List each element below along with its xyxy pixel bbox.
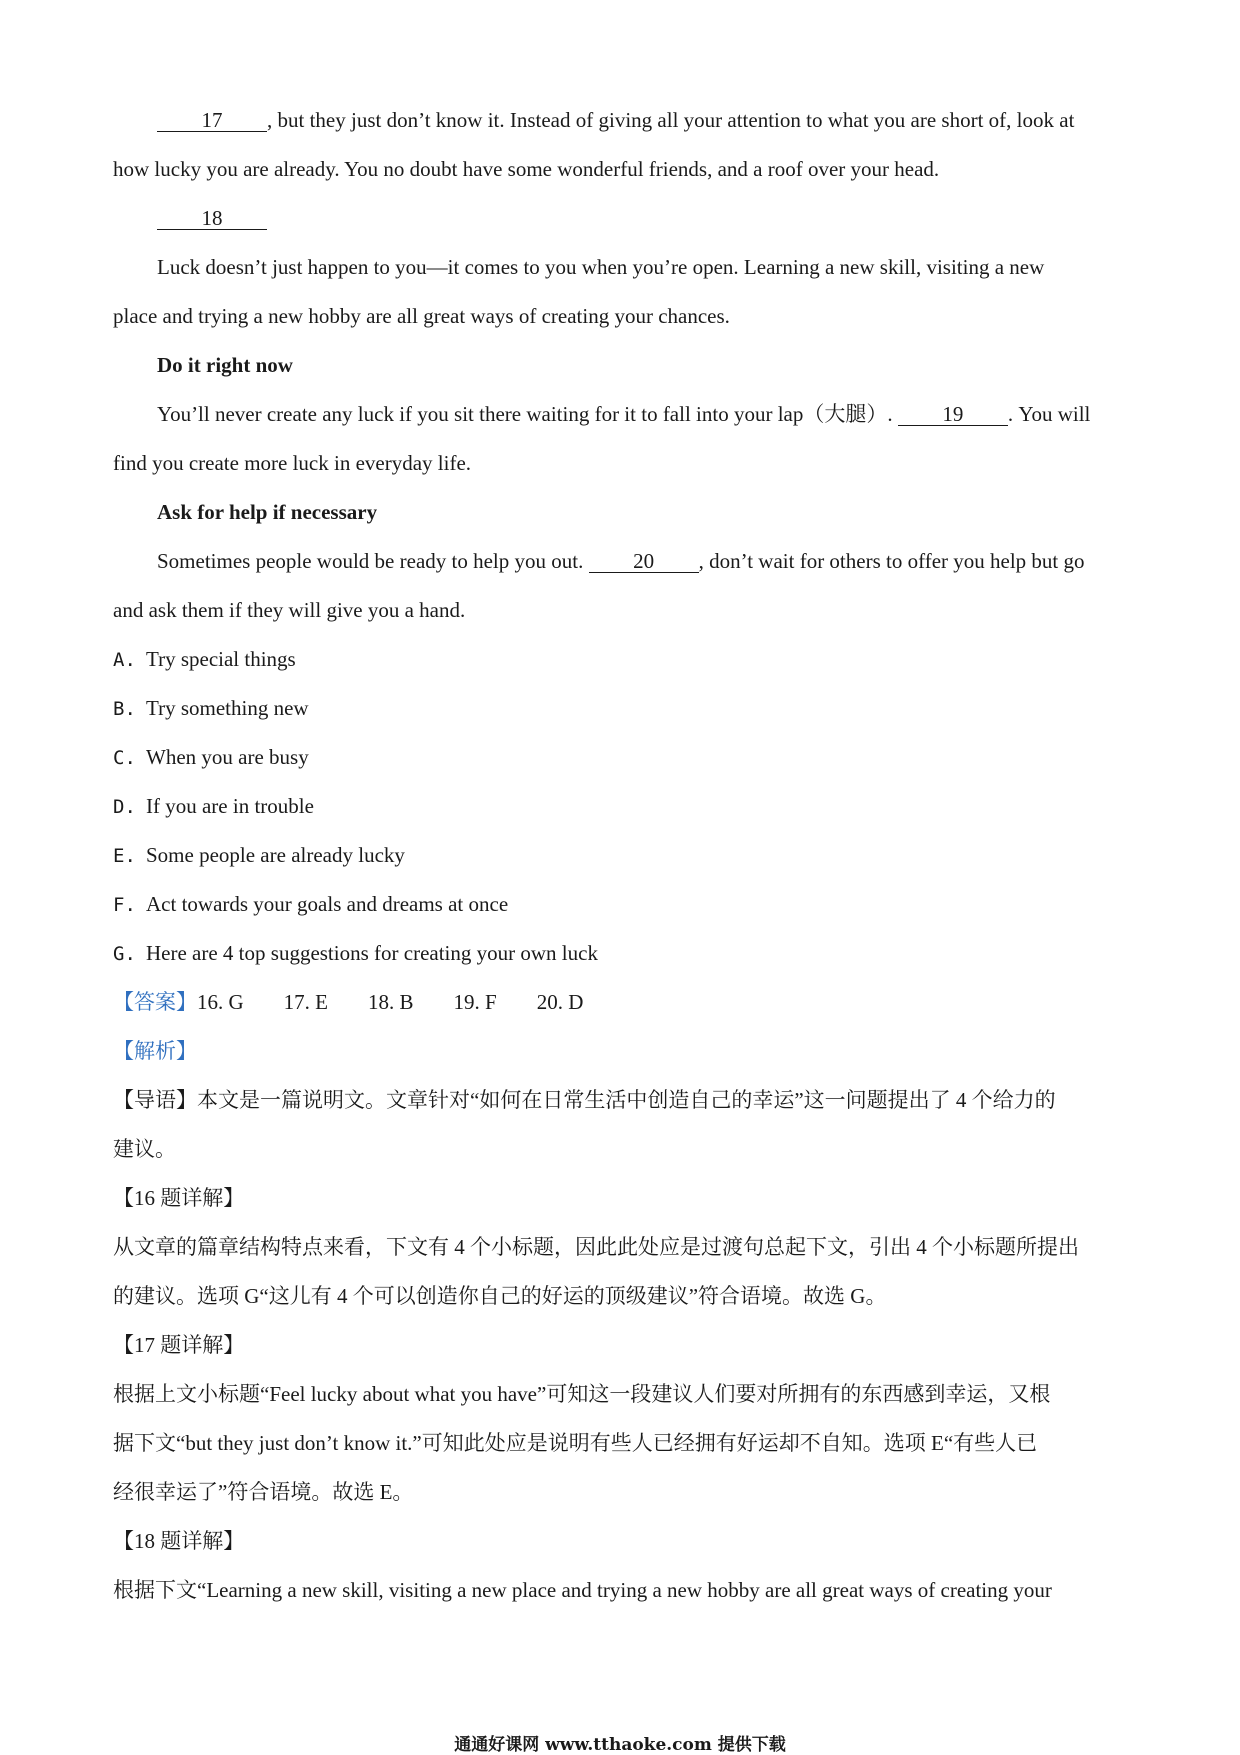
paragraph-text: Sometimes people would be ready to help you out.: [157, 549, 584, 573]
option-text: Try something new: [146, 696, 309, 720]
paragraph-luck-line-2: place and trying a new hobby are all great ways of creating your chances.: [113, 304, 730, 328]
paragraph-text: , but they just don’t know it. Instead of giving all your attention to what you are short of, look at: [267, 108, 1075, 132]
answer-label: 【答案】: [113, 990, 197, 1014]
option-g: [113, 939, 598, 968]
paragraph-text: . You will: [1007, 402, 1091, 426]
blank-19: 19: [898, 403, 1008, 426]
paragraph-text: You’ll never create any luck if you sit there waiting for it to fall into your lap（大腿）.: [157, 402, 893, 426]
blank-20: 20: [589, 550, 699, 573]
answer-item: 20. D: [536, 990, 584, 1014]
guide-line-1: 【导语】本文是一篇说明文。文章针对“如何在日常生活中创造自己的幸运”这一问题提出了 4 个给力的: [113, 1088, 1056, 1112]
q17-line-3: 经很幸运了”符合语境。故选 E。: [113, 1480, 414, 1504]
q17-label: 【17 题详解】: [113, 1333, 245, 1357]
paragraph-text: , don’t wait for others to offer you help but go: [698, 549, 1085, 573]
option-text: Act towards your goals and dreams at once: [146, 892, 509, 916]
option-letter: C.: [113, 747, 136, 769]
q18-label: 【18 题详解】: [113, 1529, 245, 1553]
option-d: [113, 792, 314, 821]
answer-line: [113, 988, 623, 1016]
paragraph-20-line-1: [157, 547, 1085, 575]
answer-item: 19. F: [453, 990, 497, 1014]
guide-line-2: 建议。: [113, 1137, 176, 1161]
answer-item: 18. B: [368, 990, 414, 1014]
option-c: [113, 743, 309, 772]
q16-line-1: 从文章的篇章结构特点来看，下文有 4 个小标题，因此此处应是过渡句总起下文，引出 4 个小标题所提出: [113, 1235, 1079, 1259]
paragraph-19-line-1: [157, 400, 1090, 428]
answer-item: 16. G: [197, 990, 244, 1014]
option-f: [113, 890, 508, 919]
analysis-label: 【解析】: [113, 1039, 197, 1063]
option-letter: F.: [113, 894, 136, 916]
blank-18: 18: [157, 207, 267, 230]
option-text: Some people are already lucky: [146, 843, 405, 867]
option-a: [113, 645, 296, 674]
option-text: When you are busy: [146, 745, 309, 769]
page-footer: 通通好课网 www.tthaoke.com 提供下载: [454, 1735, 786, 1755]
blank-17: 17: [157, 109, 267, 132]
option-text: If you are in trouble: [146, 794, 314, 818]
option-text: Here are 4 top suggestions for creating your own luck: [146, 941, 598, 965]
answer-item: 17. E: [283, 990, 328, 1014]
paragraph-19-line-2: find you create more luck in everyday life.: [113, 451, 472, 475]
subheading-do-it-right-now: Do it right now: [157, 353, 293, 377]
option-letter: E.: [113, 845, 136, 867]
option-b: [113, 694, 309, 723]
paragraph-20-line-2: and ask them if they will give you a hand.: [113, 598, 466, 622]
q17-line-1: 根据上文小标题“Feel lucky about what you have”可知这一段建议人们要对所拥有的东西感到幸运，又根: [113, 1382, 1051, 1406]
subheading-ask-for-help: Ask for help if necessary: [157, 500, 378, 524]
option-letter: D.: [113, 796, 136, 818]
q16-label: 【16 题详解】: [113, 1186, 245, 1210]
q16-line-2: 的建议。选项 G“这儿有 4 个可以创造你自己的好运的顶级建议”符合语境。故选 G。: [113, 1284, 887, 1308]
option-text: Try special things: [146, 647, 296, 671]
paragraph-luck-line-1: Luck doesn’t just happen to you—it comes to you when you’re open. Learning a new skill, visiting a new: [157, 255, 1045, 279]
paragraph-17-line-1: [157, 106, 1074, 134]
paragraph-17-line-2: how lucky you are already. You no doubt have some wonderful friends, and a roof over your head.: [113, 157, 940, 181]
option-letter: A.: [113, 649, 136, 671]
option-letter: B.: [113, 698, 136, 720]
paragraph-18: [157, 204, 267, 232]
q18-line-1: 根据下文“Learning a new skill, visiting a new place and trying a new hobby are all great ways of creating your: [113, 1578, 1052, 1602]
option-letter: G.: [113, 943, 136, 965]
option-e: [113, 841, 405, 870]
q17-line-2: 据下文“but they just don’t know it.”可知此处应是说明有些人已经拥有好运却不自知。选项 E“有些人已: [113, 1431, 1038, 1455]
